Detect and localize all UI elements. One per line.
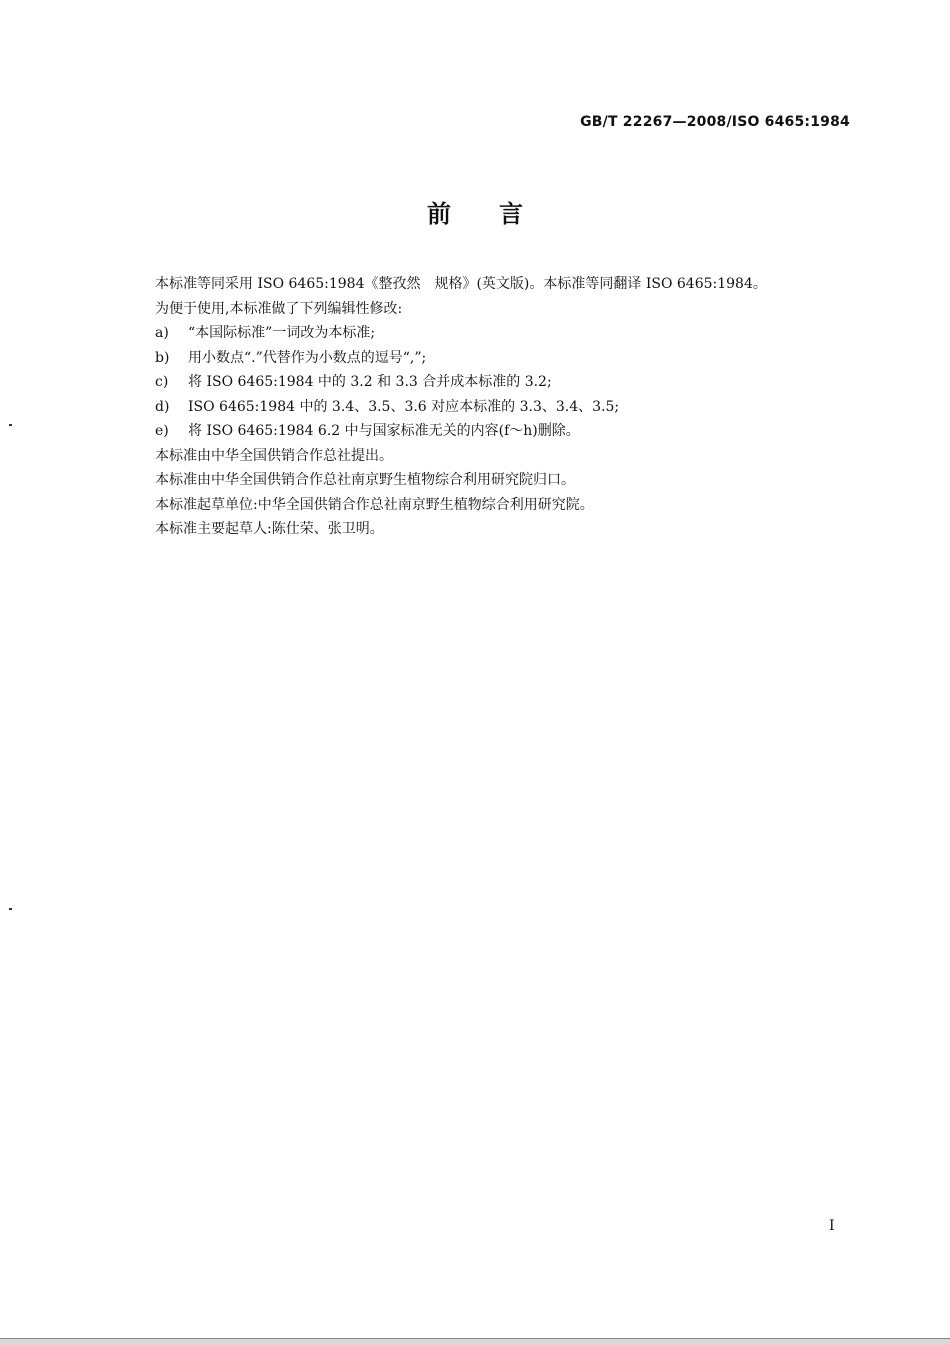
scan-speck: [9, 908, 12, 910]
list-item-c: [155, 370, 855, 395]
document-code: GB/T 22267—2008/ISO 6465:1984: [580, 114, 850, 130]
centralized-line: 本标准由中华全国供销合作总社南京野生植物综合利用研究院归口。: [155, 472, 575, 488]
list-item-text: 用小数点“.”代替作为小数点的逗号“,”;: [188, 349, 427, 366]
list-item-e: [155, 419, 855, 444]
page-number: I: [829, 1218, 835, 1234]
foreword-body: [155, 272, 855, 542]
drafting-unit-line: 本标准起草单位:中华全国供销合作总社南京野生植物综合利用研究院。: [155, 496, 594, 513]
proposed-line: 本标准由中华全国供销合作总社提出。: [155, 447, 393, 464]
list-item-label: d): [155, 398, 170, 415]
list-item-text: “本国际标准”一词改为本标准;: [188, 325, 376, 341]
list-item-label: e): [155, 423, 169, 439]
intro-line-1: 本标准等同采用 ISO 6465:1984《整孜然 规格》(英文版)。本标准等同翻译 ISO 6465:1984。: [155, 276, 767, 292]
list-item-label: a): [155, 325, 169, 341]
list-item-a: [155, 321, 855, 346]
drafters-line: 本标准主要起草人:陈仕荣、张卫明。: [155, 521, 384, 537]
list-item-label: c): [155, 374, 169, 390]
list-item-text: 将 ISO 6465:1984 6.2 中与国家标准无关的内容(f～h)删除。: [188, 423, 580, 439]
list-item-text: ISO 6465:1984 中的 3.4、3.5、3.6 对应本标准的 3.3、3.4、3.5;: [188, 398, 620, 415]
intro-line-2: 为便于使用,本标准做了下列编辑性修改:: [155, 300, 403, 317]
list-item-text: 将 ISO 6465:1984 中的 3.2 和 3.3 合并成本标准的 3.2;: [188, 374, 552, 390]
list-item-label: b): [155, 349, 170, 366]
scan-speck: [9, 424, 12, 426]
page-title: 前言: [427, 200, 571, 228]
list-item-d: [155, 395, 855, 420]
list-item-b: [155, 346, 855, 371]
